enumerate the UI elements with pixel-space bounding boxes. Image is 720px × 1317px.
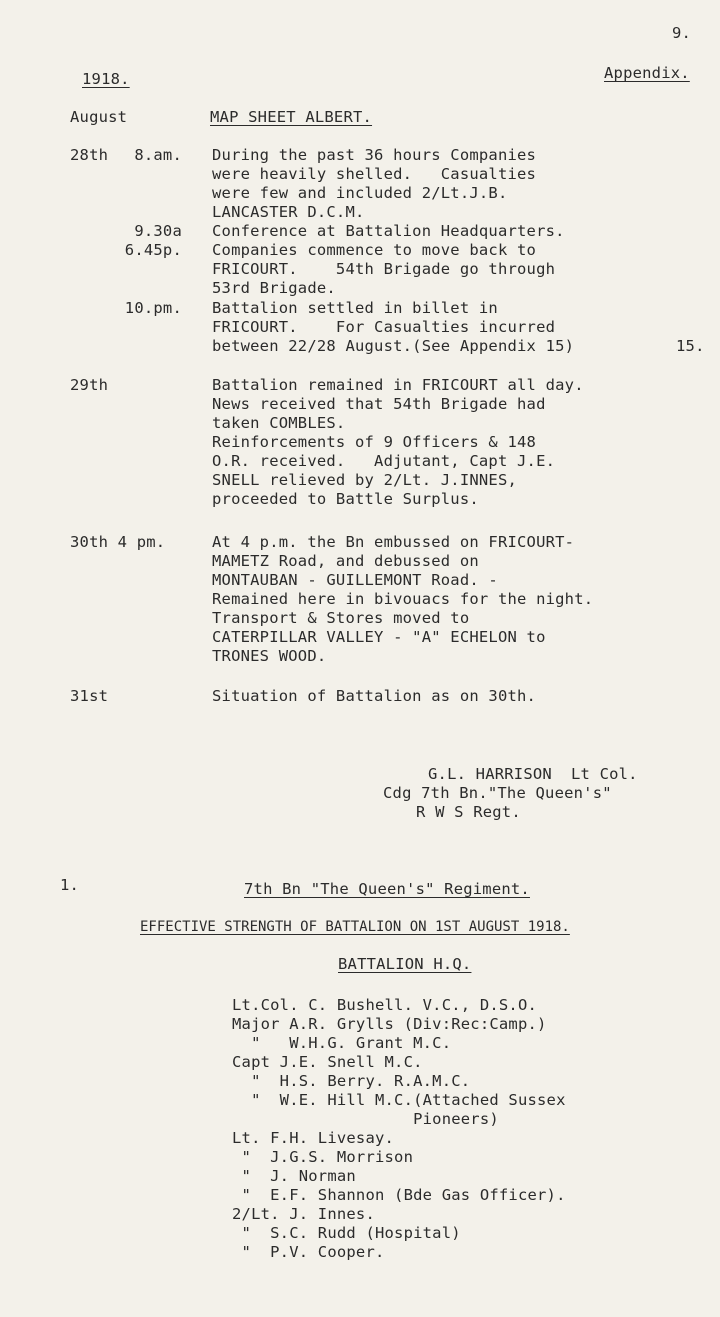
entry-text: At 4 p.m. the Bn embussed on FRICOURT- MAMETZ Road, and debussed on MONTAUBAN - GUILLEMONT Road. - Remained here in bivouacs for the night. Transport & Stores moved to CATERPILLAR VALLEY - "A" ECHELON to TRONES WOOD. [212, 533, 594, 665]
entry-date-30th: 30th 4 pm. [70, 533, 166, 551]
appendix-reference: 15. [676, 337, 705, 355]
list-item: " J.G.S. Morrison [232, 1148, 414, 1166]
signature-regiment: R W S Regt. [416, 803, 521, 821]
list-item: " P.V. Cooper. [232, 1243, 385, 1261]
appendix-heading: Appendix. [604, 64, 690, 82]
entry-date-28th: 28th [70, 146, 109, 164]
section-number: 1. [60, 876, 80, 894]
list-item: " W.E. Hill M.C.(Attached Sussex [232, 1091, 566, 1109]
entry-time: 6.45p. [124, 241, 182, 259]
page-number: 9. [672, 24, 692, 42]
list-item: 2/Lt. J. Innes. [232, 1205, 375, 1223]
list-item: Lt.Col. C. Bushell. V.C., D.S.O. [232, 996, 538, 1014]
list-item: " H.S. Berry. R.A.M.C. [232, 1072, 471, 1090]
entry-text: During the past 36 hours Companies were heavily shelled. Casualties were few and included 2/Lt.J.B. LANCASTER D.C.M. [212, 146, 537, 221]
signature-name: G.L. HARRISON Lt Col. [428, 765, 638, 783]
list-item: " W.H.G. Grant M.C. [232, 1034, 452, 1052]
list-item: " S.C. Rudd (Hospital) [232, 1224, 461, 1242]
list-item: Lt. F.H. Livesay. [232, 1129, 395, 1147]
entry-time: 9.30a [134, 222, 182, 240]
entry-date-29th: 29th [70, 376, 109, 394]
regiment-title: 7th Bn "The Queen's" Regiment. [244, 880, 530, 898]
list-item: Pioneers) [232, 1110, 499, 1128]
list-item: Capt J.E. Snell M.C. [232, 1053, 423, 1071]
entry-text: Situation of Battalion as on 30th. [212, 687, 537, 705]
month-label: August [70, 108, 128, 126]
entry-time: 8.am. [134, 146, 182, 164]
list-item: " E.F. Shannon (Bde Gas Officer). [232, 1186, 566, 1204]
list-item: " J. Norman [232, 1167, 356, 1185]
entry-text: Battalion settled in billet in FRICOURT. For Casualties incurred between 22/28 August.(See Appendix 15) [212, 299, 575, 355]
list-item: Major A.R. Grylls (Div:Rec:Camp.) [232, 1015, 547, 1033]
entry-time: 10.pm. [124, 299, 182, 317]
strength-title: EFFECTIVE STRENGTH OF BATTALION ON 1ST AUGUST 1918. [140, 919, 570, 935]
map-sheet-heading: MAP SHEET ALBERT. [210, 108, 373, 126]
section-heading: BATTALION H.Q. [338, 955, 472, 973]
entry-date-31st: 31st [70, 687, 109, 705]
entry-text: Battalion remained in FRICOURT all day. News received that 54th Brigade had taken COMBLES. Reinforcements of 9 Officers & 148 O.R. received. Adjutant, Capt J.E. SNELL relieved by 2/Lt. J.INNES, proceeded to Battle Surplus. [212, 376, 584, 508]
signature-command: Cdg 7th Bn."The Queen's" [383, 784, 612, 802]
entry-text: Conference at Battalion Headquarters. [212, 222, 565, 240]
officer-list [232, 996, 566, 1262]
entry-text: Companies commence to move back to FRICOURT. 54th Brigade go through 53rd Brigade. [212, 241, 556, 297]
year-heading: 1918. [82, 70, 130, 88]
